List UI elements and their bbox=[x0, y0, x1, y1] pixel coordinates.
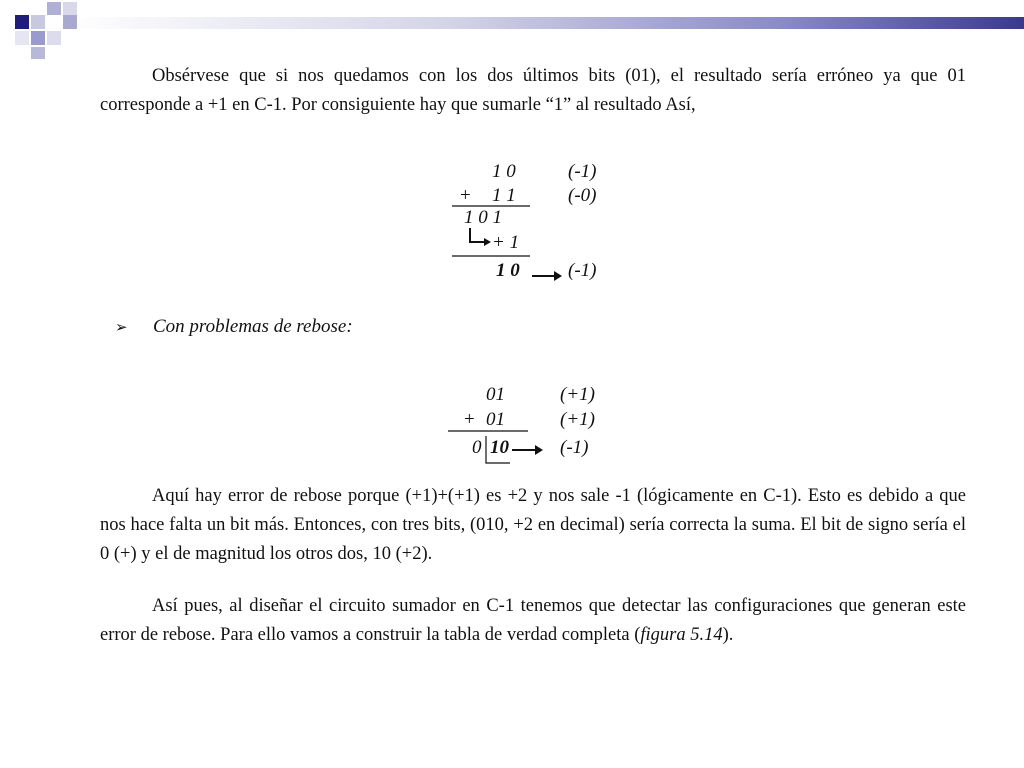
calc1-row3-value: 1 0 1 bbox=[464, 207, 502, 228]
calc1-row5-value: 1 0 bbox=[496, 260, 520, 281]
calc2-row2-note: (+1) bbox=[560, 409, 595, 430]
result-arrow-head bbox=[554, 271, 562, 281]
decoration-square bbox=[15, 31, 29, 45]
bullet-text: Con problemas de rebose: bbox=[153, 316, 353, 337]
decoration-square bbox=[63, 15, 77, 29]
arrow-bullet-icon: ➢ bbox=[115, 318, 128, 336]
intro-paragraph bbox=[100, 62, 966, 120]
calc1-plus-sign: + bbox=[460, 185, 471, 206]
conclusion-end: ). bbox=[722, 625, 734, 645]
carry-arrow-head bbox=[484, 238, 491, 246]
carry-arrow bbox=[470, 228, 484, 242]
figure-reference: figura 5.14 bbox=[640, 625, 723, 645]
intro-line-2: que 01 corresponde a +1 en C-1. Por consiguiente hay que sumarle “1” al resultado Así, bbox=[100, 66, 966, 115]
calc1-row2-note: (-0) bbox=[568, 185, 597, 206]
calc1-row2-value: 1 1 bbox=[492, 185, 516, 206]
calc2-plus-sign: + bbox=[464, 409, 475, 430]
decoration-square bbox=[47, 2, 61, 15]
decoration-square bbox=[63, 2, 77, 15]
decoration-square bbox=[15, 15, 29, 29]
overflow-text: Aquí hay error de rebose porque (+1)+(+1) es +2 y nos sale -1 (lógicamente en C-1). Esto es debido a que nos hace falta un bit más. Entonces, con tres bits, (010, +2 en decimal) sería correcta la suma. El bit de signo sería el 0 (+) y el de magnitud los otros dos, 10 (+2). bbox=[100, 486, 966, 564]
addition-example-2 bbox=[440, 378, 620, 473]
intro-line-1: Obsérvese que si nos quedamos con los dos últimos bits (01), el resultado sería erróneo ya bbox=[152, 66, 901, 86]
calc1-row1-value: 1 0 bbox=[492, 161, 516, 182]
calc2-row2-value: 01 bbox=[486, 409, 505, 430]
calc2-row1-value: 01 bbox=[486, 384, 505, 405]
calc2-row3-value: 10 bbox=[490, 437, 509, 458]
calc1-row4-value: + 1 bbox=[492, 232, 520, 253]
overflow-paragraph bbox=[100, 482, 966, 569]
decoration-square bbox=[31, 31, 45, 45]
decoration-square bbox=[31, 47, 45, 59]
addition-example-1 bbox=[440, 152, 620, 292]
conclusion-paragraph bbox=[100, 592, 966, 650]
bullet-item bbox=[115, 316, 353, 338]
calc2-row3-note: (-1) bbox=[560, 437, 589, 458]
conclusion-text: Así pues, al diseñar el circuito sumador en C-1 tenemos que detectar las configuraciones que generan este error de rebose. Para ello vamos a construir la tabla de verdad completa ( bbox=[100, 596, 966, 645]
calc2-lead-digit: 0 bbox=[472, 437, 482, 458]
decoration-square bbox=[31, 15, 45, 29]
title-decoration-bar bbox=[64, 17, 1024, 29]
calc2-row1-note: (+1) bbox=[560, 384, 595, 405]
calc1-row1-note: (-1) bbox=[568, 161, 597, 182]
decoration-square bbox=[47, 31, 61, 45]
calc1-row5-note: (-1) bbox=[568, 260, 597, 281]
result-arrow-head bbox=[535, 445, 543, 455]
